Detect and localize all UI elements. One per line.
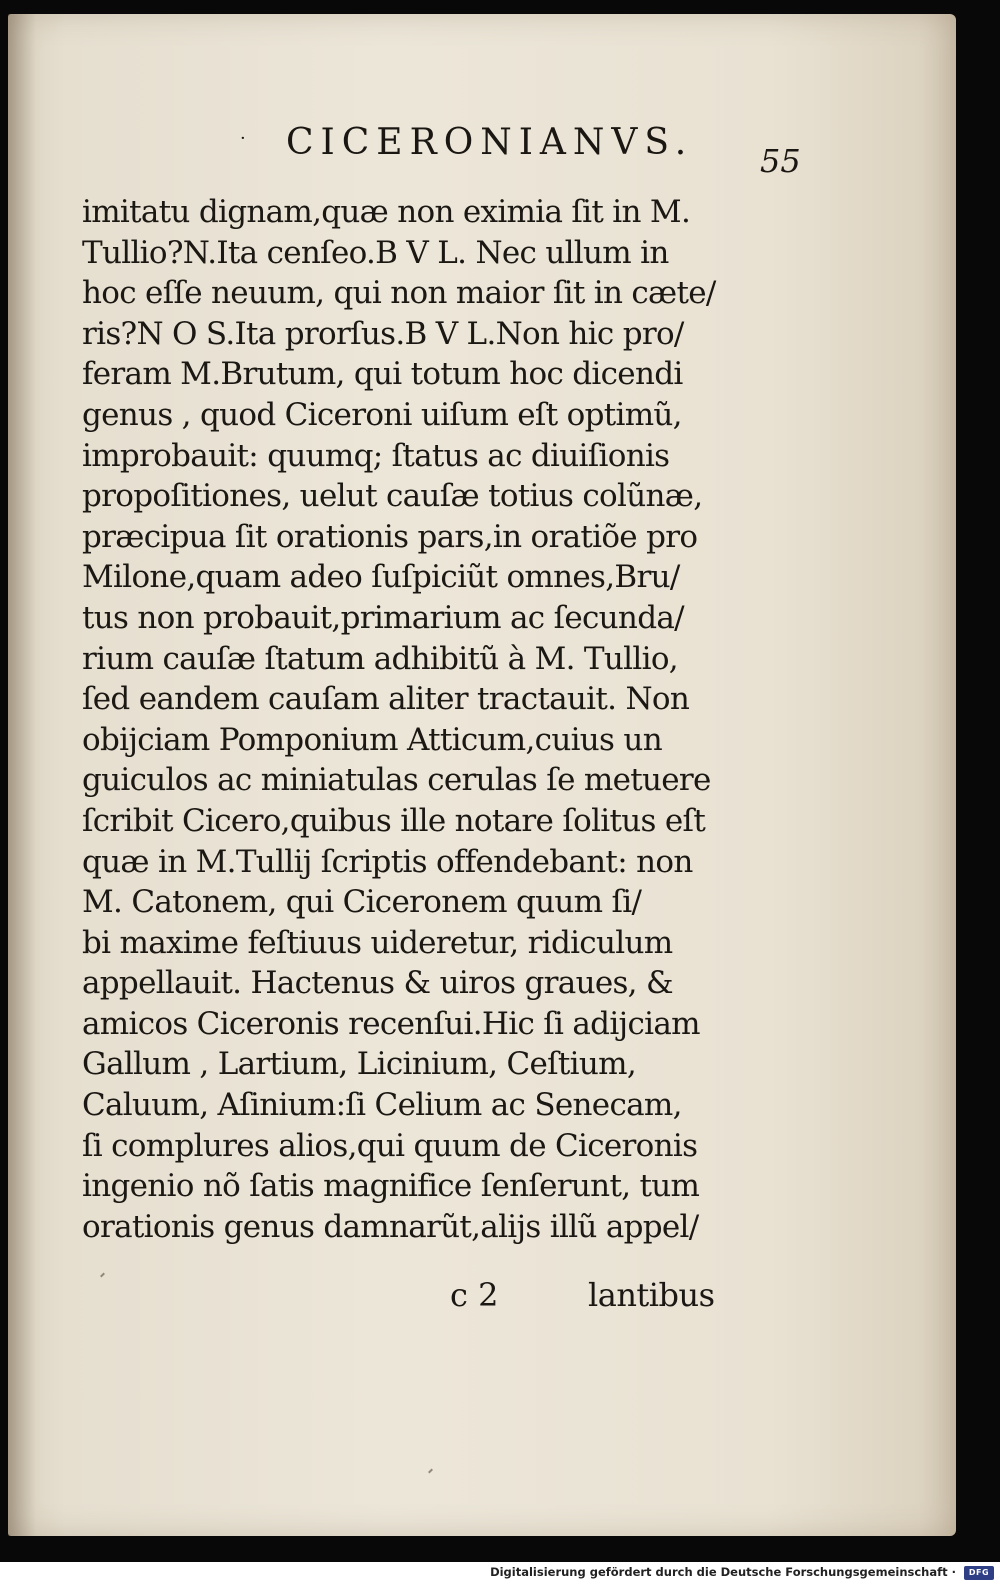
- funding-credit: Digitalisierung gefördert durch die Deutsche Forschungsgemeinschaft ·: [490, 1565, 956, 1579]
- page-footer: [450, 1276, 750, 1326]
- text-line: amicos Ciceronis recenſui.Hic ſi adijciam: [82, 1005, 700, 1042]
- running-head: [240, 122, 800, 182]
- text-line: rium cauſæ ſtatum adhibitũ à M. Tullio,: [82, 640, 678, 677]
- text-line: quæ in M.Tullij ſcriptis offendebant: non: [82, 843, 693, 880]
- signature-mark: c 2: [450, 1276, 499, 1314]
- text-line: ſi complures alios,qui quum de Ciceronis: [82, 1127, 698, 1164]
- text-line: imitatu dignam,quæ non eximia ſit in M.: [82, 194, 691, 230]
- gutter-shadow: [8, 14, 36, 1536]
- text-line: M. Catonem, qui Ciceronem quum ſi/: [82, 884, 642, 921]
- dfg-logo-text: DFG: [968, 1568, 990, 1577]
- text-line: improbauit: quumq; ſtatus ac diuiſionis: [82, 437, 670, 474]
- text-line: bi maxime feſtiuus uideretur, ridiculum: [82, 924, 673, 961]
- text-line: hoc eſſe neuum, qui non maior ſit in cæte/: [82, 275, 716, 312]
- catchword: lantibus: [588, 1276, 715, 1314]
- page-number: 55: [760, 142, 801, 180]
- text-line: guiculos ac miniatulas cerulas ſe metuere: [82, 762, 711, 799]
- text-line: Milone,quam adeo ſuſpiciũt omnes,Bru/: [82, 559, 680, 596]
- text-line: præcipua ſit orationis pars,in oratiõe pro: [82, 518, 698, 555]
- text-line: Gallum , Lartium, Licinium, Ceſtium,: [82, 1046, 636, 1083]
- text-line: ingenio nõ ſatis magnifice ſenſerunt, tum: [82, 1168, 700, 1205]
- text-line: Tullio?N.Ita cenſeo.B V L. Nec ullum in: [82, 234, 669, 271]
- dfg-logo: [964, 1566, 994, 1580]
- text-line: Caluum, Aſinium:ſi Celium ac Senecam,: [82, 1087, 682, 1124]
- running-head-title: CICERONIANVS.: [286, 122, 694, 163]
- text-line: ſcribit Cicero,quibus ille notare ſolitus eſt: [82, 802, 706, 839]
- text-line: obijciam Pomponium Atticum,cuius un: [82, 721, 662, 758]
- text-line: orationis genus damnarũt,alijs illũ appel/: [82, 1208, 699, 1245]
- text-line: appellauit. Hactenus & uiros graues, &: [82, 965, 673, 1002]
- running-head-mark: ·: [240, 128, 246, 149]
- text-line: propoſitiones, uelut cauſæ totius colũnæ,: [82, 478, 703, 515]
- text-line: genus , quod Ciceroni uiſum eſt optimũ,: [82, 396, 682, 433]
- text-line: tus non probauit,primarium ac ſecunda/: [82, 599, 684, 636]
- text-line: ris?N O S.Ita prorſus.B V L.Non hic pro/: [82, 315, 684, 352]
- text-line: ſed eandem cauſam aliter tractauit. Non: [82, 681, 690, 718]
- body-text: [82, 192, 782, 1247]
- credit-bar: [0, 1562, 1000, 1584]
- text-line: feram M.Brutum, qui totum hoc dicendi: [82, 356, 683, 393]
